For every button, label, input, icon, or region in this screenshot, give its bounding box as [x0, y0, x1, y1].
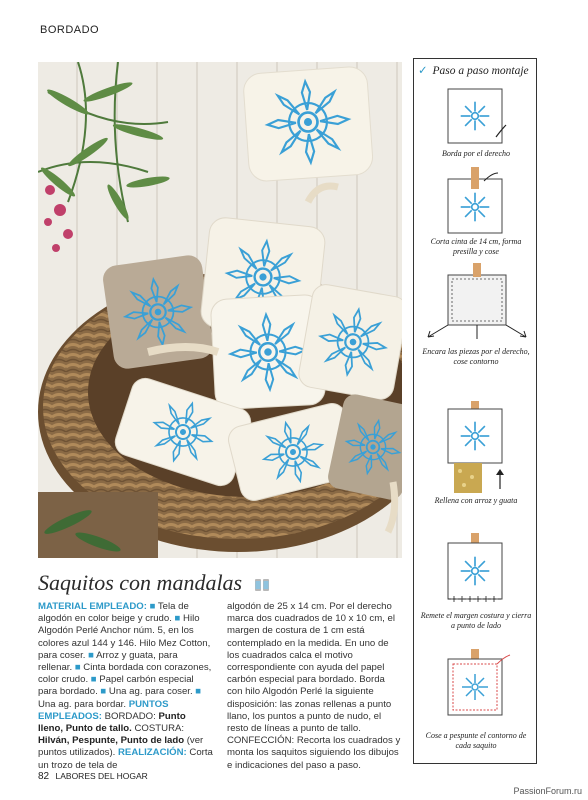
- step-sidebar: [413, 58, 537, 764]
- step-2-figure: [444, 167, 508, 235]
- bullet-square: ■: [195, 686, 202, 698]
- bullet-square: ■: [74, 662, 81, 674]
- material-4: Cinta bordada con corazones, color crudo.: [38, 662, 212, 686]
- bullet-square: ■: [174, 613, 181, 625]
- costura-text: Hilván, Pespunte, Punto de lado: [38, 735, 185, 747]
- article-title: [38, 570, 270, 596]
- sidebar-heading: [418, 63, 529, 77]
- bordado-text: Punto lleno, Punto de tallo.: [38, 710, 186, 735]
- material-2: Hilo Algodón Perlé Anchor núm. 5, en los colores azul 144 y 146. Hilo Mez Cotton, para coser.: [38, 613, 211, 661]
- realizacion-label: REALIZACIÓN:: [118, 747, 187, 759]
- materials-column: [38, 601, 213, 772]
- sachets-photo: [38, 62, 402, 558]
- material-1: Tela de algodón en color beige y crudo.: [38, 601, 189, 625]
- bullet-square: ■: [90, 674, 97, 686]
- step-4-caption: Rellena con arroz y guata: [434, 496, 518, 505]
- instructions-column: [227, 601, 402, 772]
- bullet-square: ■: [149, 601, 156, 612]
- puntos-label: PUNTOS EMPLEADOS:: [38, 698, 169, 722]
- step-3-caption: Encara las piezas por el derecho, cose contorno: [422, 347, 530, 366]
- page-number: 82: [38, 771, 50, 782]
- realizacion-text: Corta un trozo de tela de: [38, 747, 213, 771]
- step-4-figure: [444, 401, 514, 497]
- material-7: Una ag. para bordar.: [38, 698, 127, 710]
- step-1-caption: Borda por el derecho: [441, 149, 511, 158]
- material-6: Una ag. para coser.: [108, 686, 193, 698]
- costura-label: COSTURA:: [134, 723, 185, 735]
- material-3: Arroz y guata, para rellenar.: [38, 649, 178, 674]
- sachets-illustration: [38, 62, 402, 558]
- bullet-square: ■: [100, 686, 107, 698]
- step-5-figure: [444, 533, 508, 609]
- step-2-caption: Corta cinta de 14 cm, forma presilla y cose: [430, 237, 522, 256]
- sidebar-heading-text: Paso a paso montaje: [432, 65, 529, 77]
- material-label: MATERIAL EMPLEADO:: [38, 601, 147, 612]
- costura-note: (ver puntos utilizados).: [38, 735, 204, 759]
- step-1-figure: [444, 85, 508, 147]
- magazine-name: LABORES DEL HOGAR: [55, 771, 148, 781]
- page-footer: [38, 771, 148, 782]
- step-5-caption: Remete el margen costura y cierra a punto de lado: [420, 611, 532, 630]
- watermark: PassionForum.ru: [513, 786, 582, 796]
- bullet-square: ■: [88, 649, 94, 661]
- section-label: BORDADO: [40, 24, 100, 36]
- check-icon: ✓: [418, 65, 428, 77]
- thread-spool-icon: [254, 578, 270, 592]
- step-3-figure: [422, 263, 532, 341]
- step-6-figure: [444, 649, 514, 725]
- step-6-caption: Cose a pespunte el contorno de cada saquito: [425, 731, 527, 750]
- bordado-label: BORDADO:: [104, 710, 156, 722]
- title-text: Saquitos con mandalas: [38, 570, 243, 595]
- material-5: Papel carbón especial para bordado.: [38, 674, 194, 698]
- instructions-text: algodón de 25 x 14 cm. Por el derecho marca dos cuadrados de 10 x 10 cm, el margen de costura de 1 cm está contemplado en la medida. En uno de los cuadrados calca el motivo correspondiente con ayuda del papel carbón especial para bordado. Borda con hilo Algodón Perlé la siguiente disposición: las zonas rellenas a punto llano, los puntos a punto de nudo, el resto de líneas a punto de tallo. CONFECCIÓN: Recorta los cuadrados y monta los saquitos siguiendo los dibujos e indicaciones del paso a paso.: [227, 601, 401, 771]
